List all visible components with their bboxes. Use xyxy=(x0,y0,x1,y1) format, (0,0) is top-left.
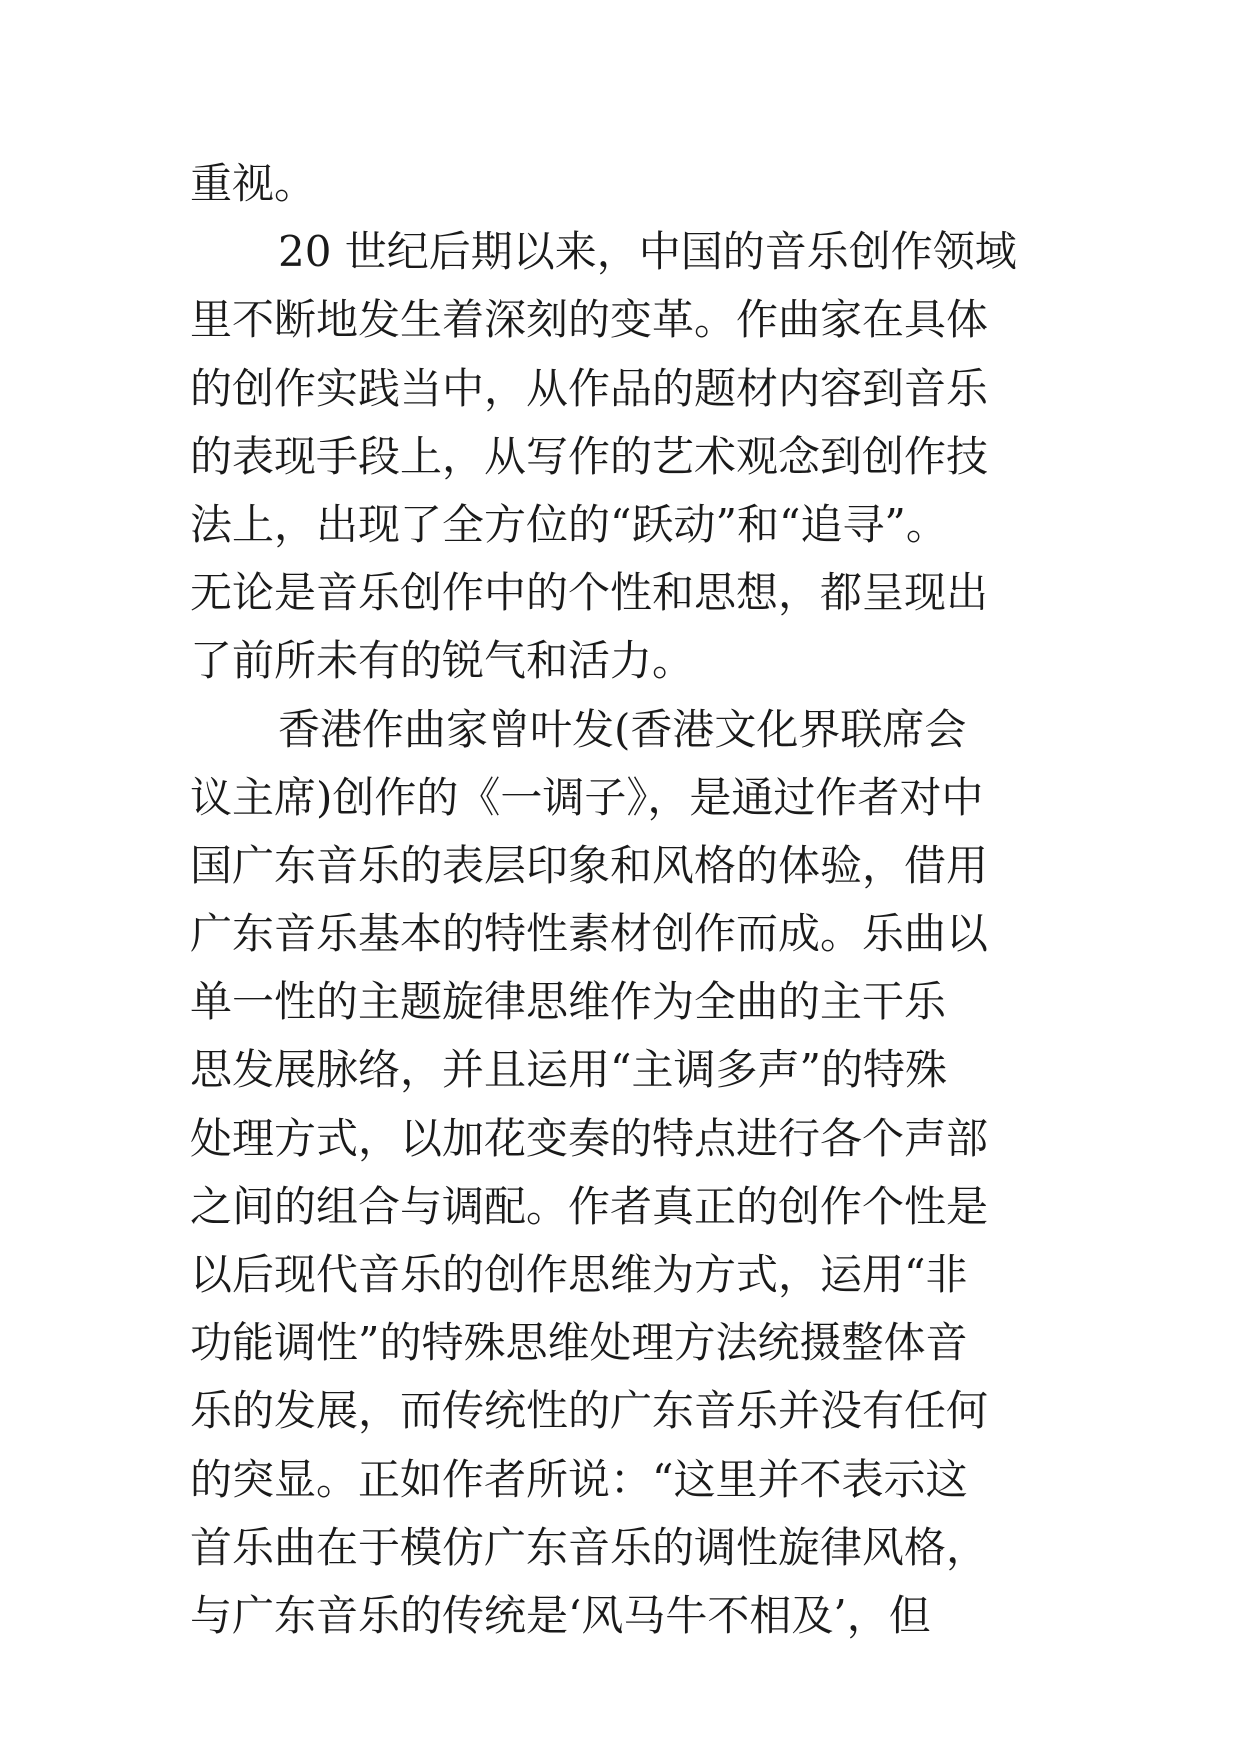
text-line: 的突显。正如作者所说：“这里并不表示这 xyxy=(190,1454,968,1504)
text-line: 广东音乐基本的特性素材创作而成。乐曲以 xyxy=(190,909,989,959)
body-text xyxy=(190,150,1090,1650)
text-line: 法上，出现了全方位的“跃动”和“追寻”。 xyxy=(190,499,948,549)
text-line: 重视。 xyxy=(190,159,317,208)
text-line: 与广东音乐的传统是‘风马牛不相及’，但 xyxy=(190,1590,931,1640)
text-line: 的创作实践当中，从作品的题材内容到音乐 xyxy=(190,363,989,413)
text-line: 了前所未有的锐气和活力。 xyxy=(190,636,695,686)
text-line: 思发展脉络，并且运用“主调多声”的特殊 xyxy=(190,1045,947,1095)
text-line: 国广东音乐的表层印象和风格的体验，借用 xyxy=(190,840,989,890)
text-line: 首乐曲在于模仿广东音乐的调性旋律风格， xyxy=(190,1522,989,1572)
text-line: 处理方式，以加花变奏的特点进行各个声部 xyxy=(190,1113,989,1163)
paragraph-first-line: 香港作曲家曾叶发(香港文化界联席会 xyxy=(278,704,967,754)
text-line: 之间的组合与调配。作者真正的创作个性是 xyxy=(190,1181,989,1231)
text-line: 的表现手段上，从写作的艺术观念到创作技 xyxy=(190,431,989,481)
paragraph-first-line: 20 世纪后期以来，中国的音乐创作领域 xyxy=(278,227,1017,277)
text-line: 单一性的主题旋律思维作为全曲的主干乐 xyxy=(190,977,947,1027)
text-line: 以后现代音乐的创作思维为方式，运用“非 xyxy=(190,1250,968,1299)
text-line: 里不断地发生着深刻的变革。作曲家在具体 xyxy=(190,295,989,345)
text-line: 议主席)创作的《一调子》，是通过作者对中 xyxy=(190,772,984,822)
text-line: 无论是音乐创作中的个性和思想，都呈现出 xyxy=(190,568,989,618)
text-line: 功能调性”的特殊思维处理方法统摄整体音 xyxy=(190,1318,968,1368)
text-line: 乐的发展，而传统性的广东音乐并没有任何 xyxy=(190,1386,989,1436)
